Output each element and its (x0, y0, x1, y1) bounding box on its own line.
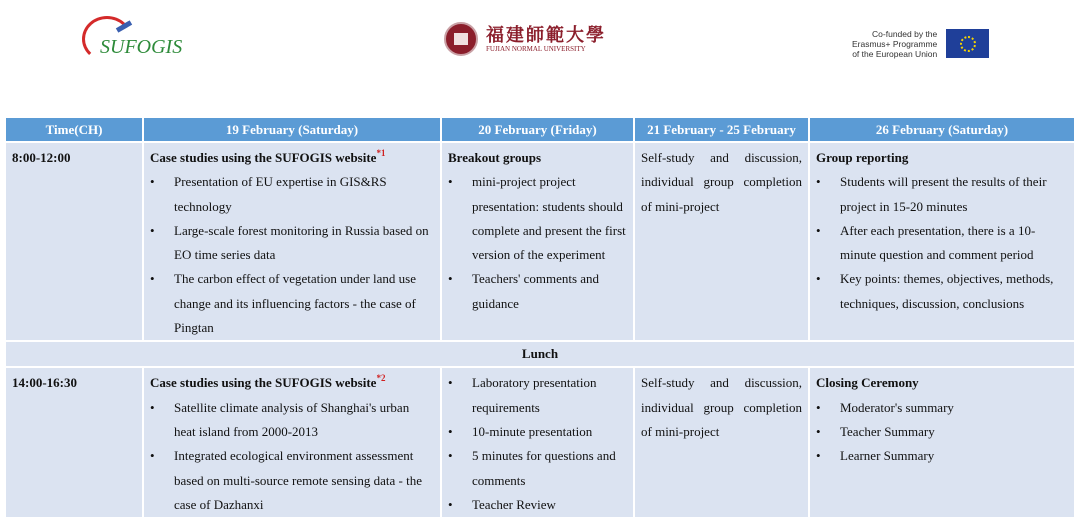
footnote-marker: *1 (376, 148, 386, 158)
list-item: • Students will present the results of their project in 15-20 minutes (816, 170, 1068, 219)
list-item: • Learner Summary (816, 444, 1068, 468)
day-cell (634, 142, 809, 341)
session-title (816, 146, 1068, 170)
self-study-text: of mini-project (641, 198, 720, 214)
list-item: • Satellite climate analysis of Shanghai's urban heat island from 2000-2013 (150, 396, 434, 445)
eu-funding-text (852, 29, 937, 59)
session-title (448, 146, 627, 170)
column-header: 20 February (Friday) (441, 117, 634, 142)
bullet-list (448, 371, 627, 517)
bullet-list (150, 396, 434, 517)
list-item: • 5 minutes for questions and comments (448, 444, 627, 493)
column-header: Time(CH) (5, 117, 143, 142)
column-header: 21 February - 25 February (634, 117, 809, 142)
sufogis-logo (80, 14, 200, 60)
time-cell (5, 367, 143, 518)
lunch-row (5, 341, 1075, 367)
list-item: • Large-scale forest monitoring in Russia based on EO time series data (150, 219, 434, 268)
lunch-label: Lunch (5, 341, 1075, 367)
day-cell (441, 367, 634, 518)
bullet-list (448, 170, 627, 316)
eu-flag-icon (946, 29, 989, 58)
session-title (150, 371, 434, 395)
list-item: • 10-minute presentation (448, 420, 627, 444)
session-title-text: Breakout groups (448, 150, 542, 165)
session-title-text: Group reporting (816, 150, 909, 165)
self-study-text: of mini-project (641, 423, 720, 439)
eu-line: Co-funded by the (872, 29, 938, 39)
session-title (816, 371, 1068, 395)
self-study-text: individual group completion (641, 174, 802, 190)
day-cell (634, 367, 809, 518)
time-cell (5, 142, 143, 341)
column-header: 19 February (Saturday) (143, 117, 441, 142)
fjnu-logo (444, 22, 606, 56)
list-item: • Presentation of EU expertise in GIS&RS technology (150, 170, 434, 219)
list-item: • Teacher Review (448, 493, 627, 517)
list-item: • Integrated ecological environment assessment based on multi-source remote sensing data - the case of Dazhanxi (150, 444, 434, 517)
session-title-text: Closing Ceremony (816, 375, 919, 391)
time-text: 14:00-16:30 (12, 375, 77, 391)
list-item: • Laboratory presentation requirements (448, 371, 627, 420)
list-item: • Teachers' comments and guidance (448, 267, 627, 316)
session-title-text: Case studies using the SUFOGIS website (150, 150, 377, 165)
sufogis-logo-text: SUFOGIS (100, 36, 183, 58)
time-text: 8:00-12:00 (12, 150, 71, 165)
list-item: • Moderator's summary (816, 396, 1068, 420)
bullet-list (816, 170, 1068, 316)
fjnu-name-en: FUJIAN NORMAL UNIVERSITY (486, 45, 586, 53)
schedule-table (4, 116, 1076, 519)
list-item: • Teacher Summary (816, 420, 1068, 444)
header-row (5, 117, 1075, 142)
day-cell (809, 367, 1075, 518)
list-item: • After each presentation, there is a 10-minute question and comment period (816, 219, 1068, 268)
day-cell (441, 142, 634, 341)
self-study-text: Self-study and discussion, (641, 150, 802, 165)
footnote-marker: *2 (376, 373, 386, 384)
university-seal-icon (444, 22, 478, 56)
list-item: • The carbon effect of vegetation under land use change and its influencing factors - the case of Pingtan (150, 267, 434, 340)
schedule-row (5, 367, 1075, 518)
session-title-text: Case studies using the SUFOGIS website (150, 375, 377, 391)
day-cell (143, 367, 441, 518)
eu-line: of the European Union (852, 49, 938, 59)
session-title (150, 146, 434, 170)
schedule-row (5, 142, 1075, 341)
bullet-list (150, 170, 434, 340)
self-study-text: Self-study and discussion, (641, 375, 802, 391)
day-cell (143, 142, 441, 341)
fjnu-name-cn: 福建師範大學 (486, 25, 606, 45)
list-item: • Key points: themes, objectives, methods, techniques, discussion, conclusions (816, 267, 1068, 316)
eu-line: Erasmus+ Programme (852, 39, 938, 49)
self-study-text: individual group completion (641, 399, 802, 415)
day-cell (809, 142, 1075, 341)
column-header: 26 February (Saturday) (809, 117, 1075, 142)
list-item: • mini-project project presentation: students should complete and present the first version of the experiment (448, 170, 627, 267)
bullet-list (816, 396, 1068, 469)
